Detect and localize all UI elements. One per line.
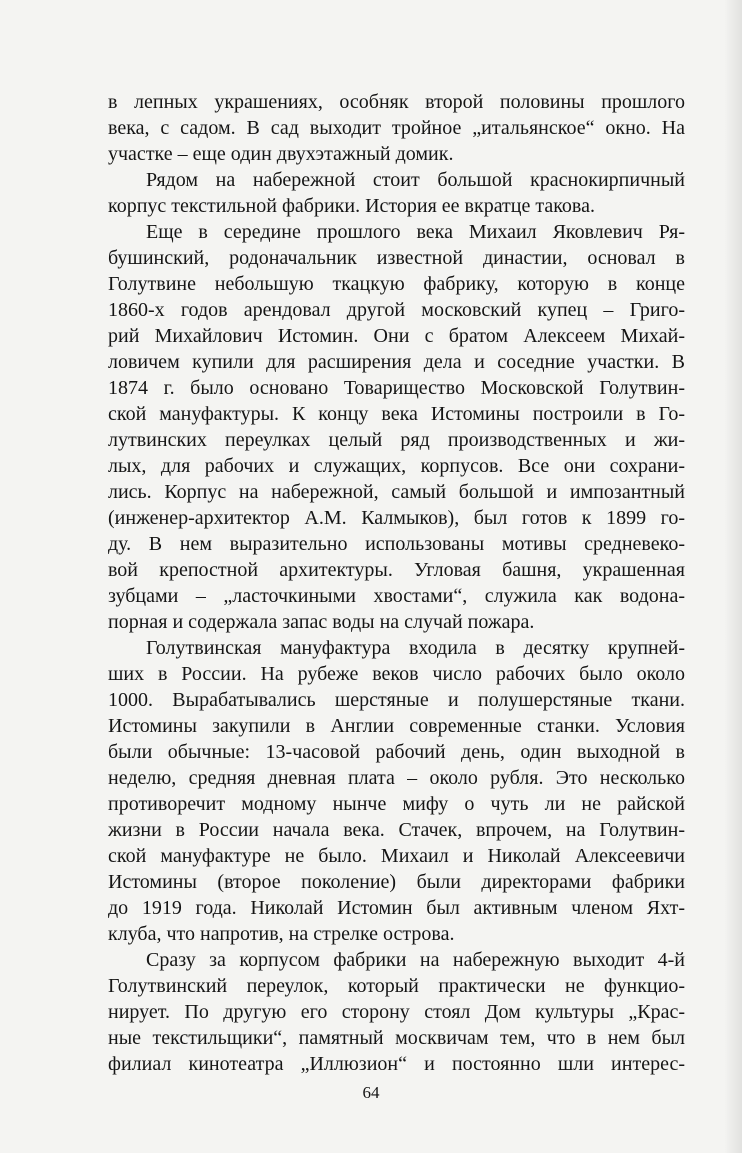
text-line: Сразу за корпусом фабрики на набережную выходит 4-й: [146, 949, 685, 971]
text-line: нирует. По другую его сторону стоял Дом культуры „Крас-: [108, 1001, 685, 1023]
text-line: ской мануфактуре не было. Михаил и Николай Алексеевичи: [108, 845, 685, 867]
text-line: ших в России. На рубеже веков число рабочих было около: [108, 663, 685, 685]
text-line: лись. Корпус на набережной, самый большой и импозантный: [108, 481, 685, 503]
text-line: ской мануфактуры. К концу века Истомины построили в Го-: [108, 403, 685, 425]
text-line: 1000. Вырабатывались шерстяные и полушерстяные ткани.: [108, 689, 685, 711]
text-line: Еще в середине прошлого века Михаил Яковлевич Ря-: [146, 221, 685, 243]
text-line: бушинский, родоначальник известной династии, основал в: [108, 247, 685, 269]
text-line: 1874 г. было основано Товарищество Московской Голутвин-: [108, 377, 685, 399]
text-line: неделю, средняя дневная плата – около рубля. Это несколько: [108, 767, 685, 789]
text-line: Голутвине небольшую ткацкую фабрику, которую в конце: [108, 273, 685, 295]
text-line: зубцами – „ласточкиными хвостами“, служила как водона-: [108, 585, 685, 607]
text-line: 1860-х годов арендовал другой московский купец – Григо-: [108, 299, 685, 321]
text-line: участке – еще один двухэтажный домик.: [108, 143, 454, 165]
text-line: филиал кинотеатра „Иллюзион“ и постоянно шли интерес-: [108, 1053, 685, 1075]
text-line: корпус текстильной фабрики. История ее вкратце такова.: [108, 195, 595, 217]
text-line: клуба, что напротив, на стрелке острова.: [108, 923, 455, 945]
text-line: ловичем купили для расширения дела и соседние участки. В: [108, 351, 685, 373]
text-line: в лепных украшениях, особняк второй половины прошлого: [108, 91, 685, 113]
text-line: лых, для рабочих и служащих, корпусов. Все они сохрани-: [108, 455, 685, 477]
text-line: рий Михайлович Истомин. Они с братом Алексеем Михай-: [108, 325, 685, 347]
text-line: (инженер-архитектор А.М. Калмыков), был готов к 1899 го-: [108, 507, 685, 529]
text-line: Рядом на набережной стоит большой краснокирпичный: [146, 169, 685, 191]
text-line: жизни в России начала века. Стачек, впрочем, на Голутвин-: [108, 819, 685, 841]
text-line: были обычные: 13-часовой рабочий день, один выходной в: [108, 741, 685, 763]
text-line: до 1919 года. Николай Истомин был активным членом Яхт-: [108, 897, 685, 919]
page-number: 64: [362, 1083, 380, 1102]
text-line: порная и содержала запас воды на случай пожара.: [108, 611, 535, 633]
text-line: Истомины (второе поколение) были директорами фабрики: [108, 871, 685, 893]
text-line: вой крепостной архитектуры. Угловая башня, украшенная: [108, 559, 685, 581]
text-line: Голутвинский переулок, который практически не функцио-: [108, 975, 685, 997]
text-line: Голутвинская мануфактура входила в десятку крупней-: [146, 637, 685, 659]
text-line: лутвинских переулках целый ряд производственных и жи-: [108, 429, 685, 451]
text-line: противоречит модному нынче мифу о чуть ли не райской: [108, 793, 685, 815]
text-line: ные текстильщики“, памятный москвичам тем, что в нем был: [108, 1027, 685, 1049]
text-line: века, с садом. В сад выходит тройное „итальянское“ окно. На: [108, 117, 685, 139]
text-line: ду. В нем выразительно использованы мотивы средневеко-: [108, 533, 685, 555]
text-line: Истомины закупили в Англии современные станки. Условия: [108, 715, 685, 737]
